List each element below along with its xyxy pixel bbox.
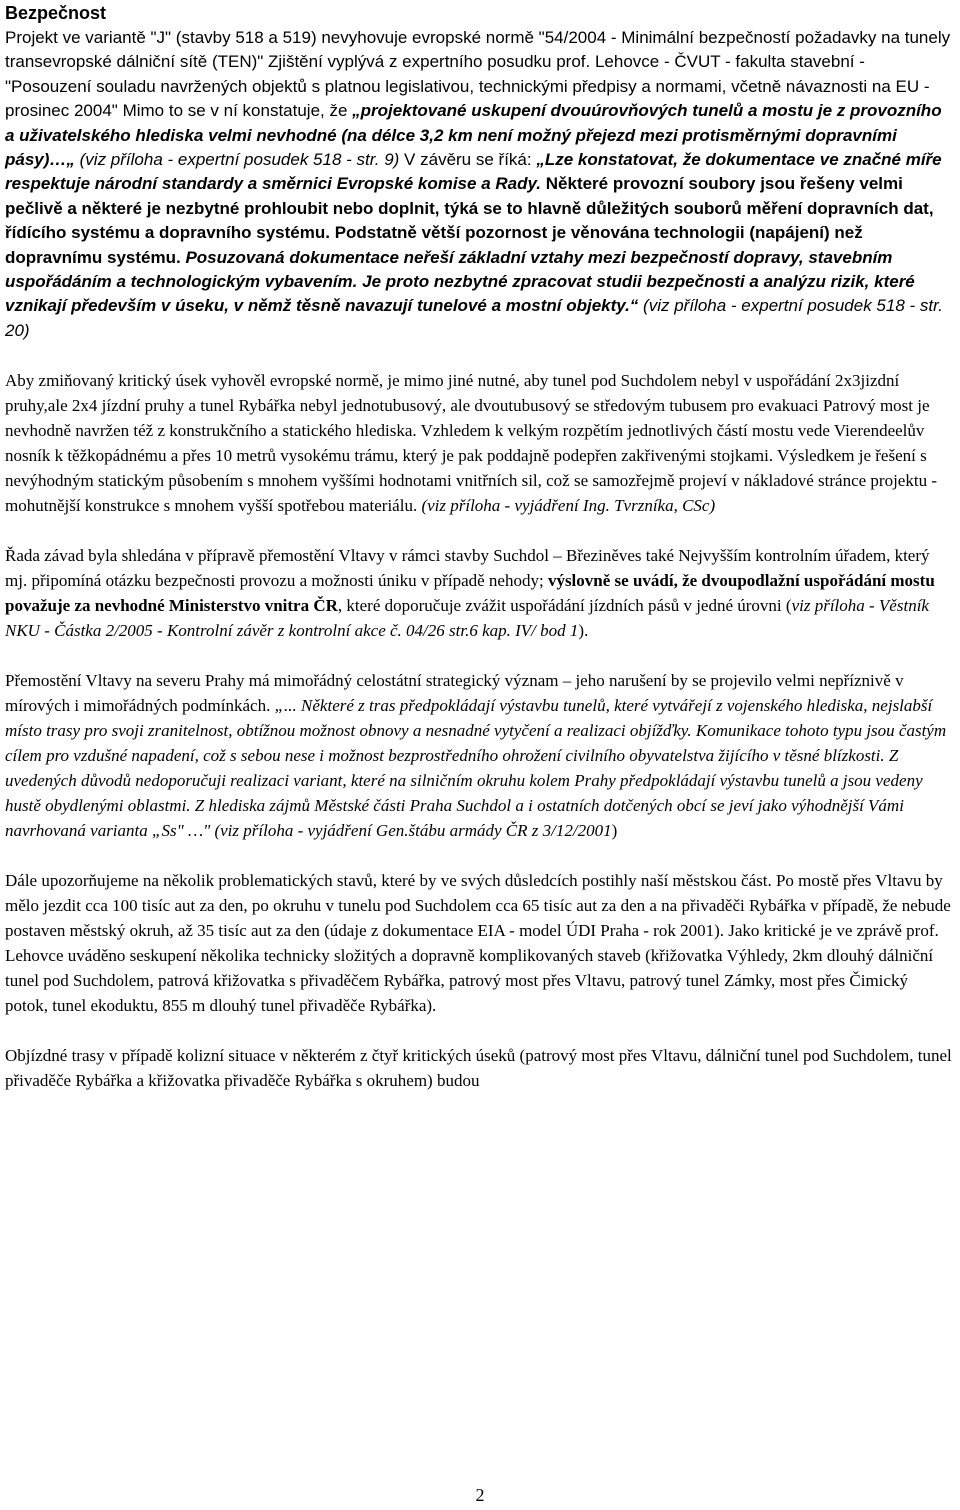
paragraph-tunnel-bridge-design [5,368,955,518]
paragraph-nku-findings [5,543,955,643]
paragraph-gap [5,843,955,868]
text-segment: Projekt ve variantě "J" (stavby 518 a 519) nevyhovuje evropské normě "54/2004 - Minimální bezpečností požadavky na tunely transevropské dálniční sítě (TEN)" Zjištění vyplývá z expertního posudku prof. Lehovce - ČVUT - fakulta stavební - "Posouzení souladu navržených objektů s platnou legislativou, technickými předpisy a normami, včetně návaznosti na EU - prosinec 2004" [5,28,951,121]
text-segment: Objízdné trasy v případě kolizní situace v některém z čtyř kritických úseků (patrový most přes Vltavu, dálniční tunel pod Suchdolem, tunel přivaděče Rybářka a křižovatka přivaděče Rybářka s okruhem) budou [5,1046,952,1091]
paragraph-strategic-importance [5,668,955,843]
paragraph-gap [5,518,955,543]
paragraph-gap [5,643,955,668]
text-segment: Je proto nezbytné zpracovat studii bezpečnosti a analýzu rizik, které vznikají především v úseku, v němž těsně navazují tunelové a mostní objekty.“ [5,272,915,316]
text-segment: V závěru se říká: [399,150,537,170]
page-number: 2 [475,1485,485,1505]
paragraph-safety-assessment [5,26,955,343]
text-segment: Posuzovaná dokumentace neřeší základní vztahy mezi bezpečností dopravy, stavebním uspořádáním a technologickým vybavením. [5,247,893,292]
text-segment: Dále upozorňujeme na několik problematických stavů, které by ve svých důsledcích postihly naší městskou část. Po mostě přes Vltavu by mělo jezdit cca 100 tisíc aut za den, po okruhu v tunelu pod Suchdolem cca 65 tisíc aut za den a na přivaděči Rybářka v případě, že nebude postaven městský okruh, až 35 tisíc aut za den (údaje z dokumentace EIA - model ÚDI Praha - rok 2001). Jako kritické je ve zprávě prof. Lehovce uváděno seskupení několika technicky složitých a dopravně komplikovaných staveb (křižovatka Výhledy, 2km dlouhý dálniční tunel pod Suchdolem, patrová křižovatka s přivaděčem Rybářka, patrový most přes Vltavu, patrový tunel Zámky, most přes Čimický potok, tunel ekoduktu, 855 m dlouhý tunel přivaděče Rybářka). [5,871,951,1016]
paragraph-gap [5,343,955,368]
text-segment: ) [611,821,618,841]
text-segment: Mimo to se v ní konstatuje, že [117,101,353,121]
text-segment: Patrový most je nevhodně navržen též z konstrukčního a statického hlediska. Vzhledem k velkým rozpětím jednotlivých částí mostu vede Vierendeelův nosník k těžkopádnému a přes 10 metrů vysokému trámu, který je pak poddajně podepřen zakřivenými stojkami. Výsledkem je řešení s nevýhodným statickým působením s mnohem vyššími hodnotami vnitřních sil, což se samozřejmě projeví v nákladové stránce projektu - mohutnější konstrukce s mnohem vyšší spotřebou materiálu. [5,396,937,516]
paragraph-gap [5,1018,955,1043]
text-segment: Některé provozní soubory jsou řešeny velmi pečlivě a některé je nezbytné prohloubit nebo doplnit, týká se to hlavně důležitých souborů měření dopravních dat, řídícího systému a dopravního systému. Podstatně větší pozornost je věnována technologii (napájení) než dopravnímu systému. [5,174,934,267]
text-segment: „projektované uskupení dvouúrovňových tunelů a mostu je z provozního a uživatelského hlediska velmi nevhodné (na délce 3,2 km není možný přejezd mezi protisměrnými dopravními pásy)…„ [5,101,942,170]
text-segment: (viz příloha - expertní posudek 518 - str. 20) [5,296,943,340]
document-page [5,0,955,1093]
text-segment: ). [578,621,589,641]
paragraph-traffic-problems [5,868,955,1018]
section-heading: Bezpečnost [5,3,107,23]
text-segment: „... Některé z tras předpokládají výstavbu tunelů, které vytvářejí z vojenského hlediska, nejslabší místo trasy pro svoji zranitelnost, obtížnou možnost obnovy a nesnadné vytyčení a realizaci objížďky. Komunikace tohoto typu jsou častým cílem pro vzdušné napadení, což s sebou nese i možnost bezprostředního ohrožení civilního obyvatelstva žijícího v těsné blízkosti. Z uvedených důvodů nedoporučuji realizaci variant, které na silničním okruhu kolem Prahy předpokládají výstavbu tunelů a jsou vedeny hustě obydlenými oblastmi. Z hlediska zájmů Městské části Praha Suchdol a i ostatních dotčených obcí se jeví jako výhodnější Vámi navrhovaná varianta „Ss" …" (viz příloha - vyjádření Gen.štábu armády ČR z 3/12/2001 [5,696,947,841]
paragraph-detour-routes [5,1043,955,1093]
text-segment: , které doporučuje zvážit uspořádání jízdních pásů v jedné úrovni ( [337,596,792,616]
text-segment: Řada závad byla shledána v přípravě přemostění Vltavy v rámci stavby Suchdol – Březiněves také Nejvyšším kontrolním úřadem, který mj. připomíná otázku bezpečnosti provozu a možnosti úniku v případě nehody; [5,546,930,591]
text-segment: Aby zmiňovaný kritický úsek vyhověl evropské normě, je mimo jiné nutné, aby tunel pod Suchdolem nebyl v uspořádání 2x3jizdní pruhy,ale 2x4 jízdní pruhy a tunel Rybářka nebyl jednotubusový, ale dvoutubusový se středovým tubusem pro evakuaci [5,371,900,416]
text-segment: (viz příloha - vyjádření Ing. Tvrzníka, CSc) [417,496,716,516]
text-segment: výslovně se uvádí, že dvoupodlažní uspořádání mostu považuje za nevhodné Ministerstvo vnitra ČR [5,571,935,616]
text-segment: viz příloha - Věstník NKU - Částka 2/2005 - Kontrolní závěr z kontrolní akce č. 04/26 str.6 kap. IV/ bod 1 [5,596,929,641]
text-segment: (viz příloha - expertní posudek 518 - str. 9) [74,150,400,170]
text-segment: Přemostění Vltavy na severu Prahy má mimořádný celostátní strategický význam – jeho narušení by se projevilo velmi nepříznivě v mírových i mimořádných podmínkách. [5,671,904,716]
text-segment: „Lze konstatovat, že dokumentace ve značné míře respektuje národní standardy a směrnici Evropské komise a Rady. [5,150,942,194]
